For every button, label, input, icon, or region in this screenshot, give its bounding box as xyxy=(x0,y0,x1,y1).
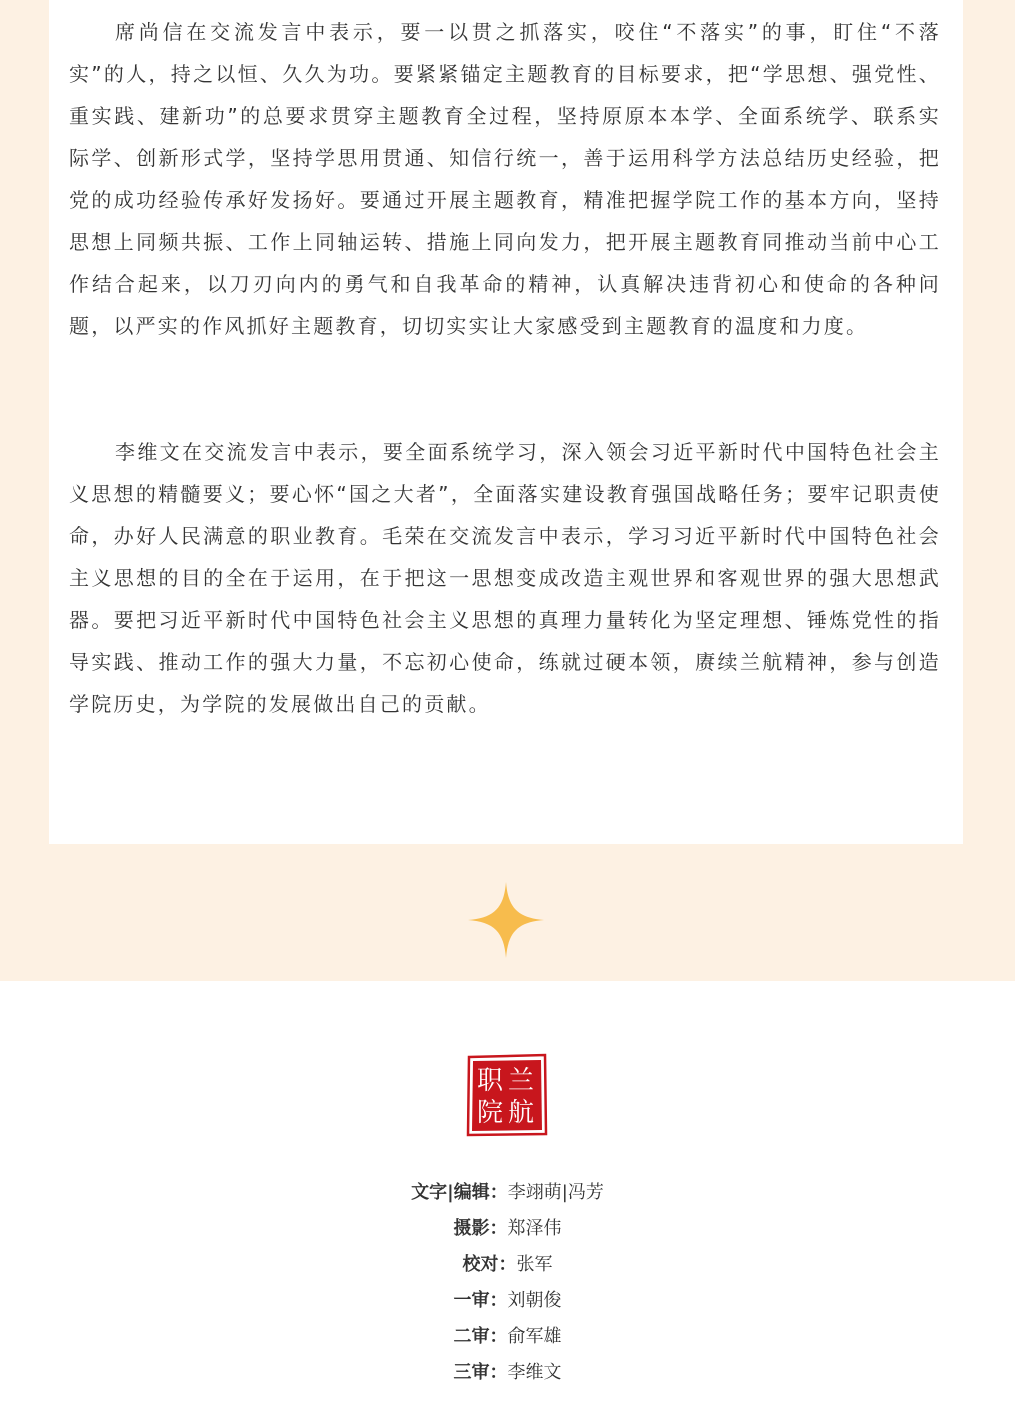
credit-row-first-review xyxy=(0,1283,1015,1319)
article-paragraph-1: 席尚信在交流发言中表示，要一以贯之抓落实，咬住“不落实”的事，盯住“不落实”的人，持之以恒、久久为功。要紧紧锚定主题教育的目标要求，把“学思想、强党性、重实践、建新功”的总要求贯穿主题教育全过程，坚持原原本本学、全面系统学、联系实际学、创新形式学，坚持学思用贯通、知信行统一，善于运用科学方法总结历史经验，把党的成功经验传承好发扬好。要通过开展主题教育，精准把握学院工作的基本方向，坚持思想上同频共振、工作上同轴运转、措施上同向发力，把开展主题教育同推动当前中心工作结合起来，以刀刃向内的勇气和自我革命的精神，认真解决违背初心和使命的各种问题，以严实的作风抓好主题教育，切切实实让大家感受到主题教育的温度和力度。 xyxy=(69,20,941,338)
seal-char-lan: 兰 xyxy=(507,1066,535,1096)
seal-char-yuan: 院 xyxy=(476,1098,504,1128)
sparkle-star-icon xyxy=(468,882,544,958)
credit-label: 二审： xyxy=(453,1326,508,1347)
article-paragraph-2: 李维文在交流发言中表示，要全面系统学习，深入领会习近平新时代中国特色社会主义思想的精髓要义；要心怀“国之大者”，全面落实建设教育强国战略任务；要牢记职责使命，办好人民满意的职业教育。毛荣在交流发言中表示，学习习近平新时代中国特色社会主义思想的目的全在于运用，在于把这一思想变成改造主观世界和客观世界的强大思想武器。要把习近平新时代中国特色社会主义思想的真理力量转化为坚定理想、锤炼党性的指导实践、推动工作的强大力量，不忘初心使命，练就过硬本领，赓续兰航精神，参与创造学院历史，为学院的发展做出自己的贡献。 xyxy=(69,440,941,716)
credit-value: 李维文 xyxy=(507,1362,562,1383)
seal-char-zhi: 职 xyxy=(476,1066,504,1096)
credit-value: 张军 xyxy=(516,1254,553,1275)
credit-row-second-review xyxy=(0,1319,1015,1355)
credit-value: 刘朝俊 xyxy=(507,1290,562,1311)
credit-row-proofreading xyxy=(0,1247,1015,1283)
credit-value: 李翊萌|冯芳 xyxy=(507,1182,604,1203)
credit-value: 俞军雄 xyxy=(507,1326,562,1347)
credit-label: 文字|编辑： xyxy=(411,1182,508,1203)
article-card xyxy=(49,0,963,844)
credit-label: 一审： xyxy=(453,1290,508,1311)
credit-row-photography xyxy=(0,1211,1015,1247)
seal-char-hang: 航 xyxy=(507,1098,535,1128)
credit-label: 三审： xyxy=(453,1362,508,1383)
credit-row-text-editor xyxy=(0,1175,1015,1211)
credits-block xyxy=(0,1175,1015,1391)
credit-label: 摄影： xyxy=(453,1218,508,1239)
college-seal-logo xyxy=(466,1053,548,1137)
credit-value: 郑泽伟 xyxy=(507,1218,562,1239)
credit-row-third-review xyxy=(0,1355,1015,1391)
credit-label: 校对： xyxy=(462,1254,517,1275)
